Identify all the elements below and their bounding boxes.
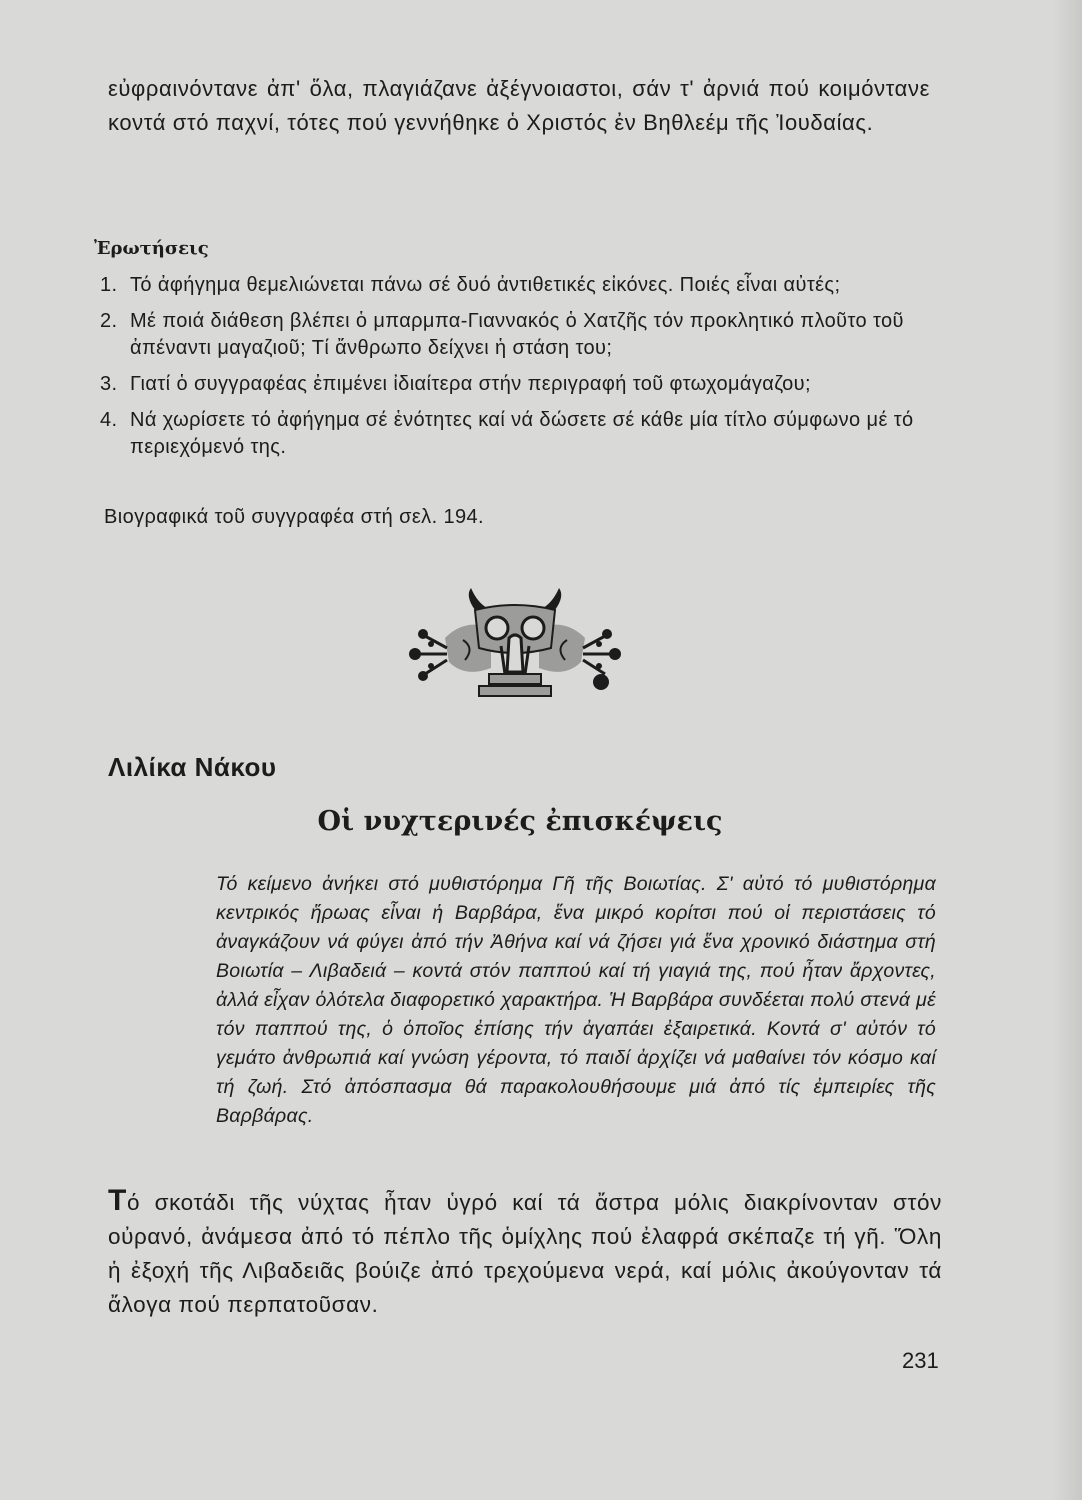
question-item (100, 371, 930, 398)
questions-list (100, 272, 930, 470)
question-number: 4. (100, 409, 118, 431)
owl-ornament-icon (405, 588, 625, 708)
questions-heading: Ἐρωτήσεις (94, 238, 209, 259)
intro-paragraph: εὐφραινόντανε ἀπ' ὅλα, πλαγιάζανε ἀξέγνοιαστοι, σάν τ' ἀρνιά πού κοιμόντανε κοντά στό παχνί, τότες πού γεννήθηκε ὁ Χριστός ἐν Βηθλεέμ τῆς Ἰουδαίας. (108, 76, 930, 135)
body-paragraph-text: ό σκοτάδι τῆς νύχτας ἦταν ὑγρό καί τά ἄστρα μόλις διακρίνονταν στόν οὐρανό, ἀνάμεσα ἀπό τό πέπλο τῆς ὁμίχλης πού ἐλαφρά σκέπαζε τή γῆ. Ὅλη ἡ ἐξοχή τῆς Λιβαδειᾶς βούιζε ἀπό τρεχούμενα νερά, καί μόλις ἀκούγονταν τά ἄλογα πού περπατοῦσαν. (108, 1190, 942, 1317)
body-paragraph (108, 1184, 942, 1322)
biography-note: Βιογραφικά τοῦ συγγραφέα στή σελ. 194. (104, 506, 485, 528)
page-number: 231 (902, 1348, 939, 1373)
drop-cap: Τ (108, 1184, 127, 1217)
question-text: Τό ἀφήγημα θεμελιώνεται πάνω σέ δυό ἀντιθετικές εἰκόνες. Ποιές εἶναι αὐτές; (130, 274, 841, 296)
work-title: Οἱ νυχτερινές ἐπισκέψεις (317, 806, 723, 837)
question-number: 3. (100, 373, 118, 395)
question-number: 1. (100, 274, 118, 296)
page-edge-shadow (1052, 0, 1082, 1500)
question-item (100, 272, 930, 299)
author-name: Λιλίκα Νάκου (108, 752, 277, 782)
question-item (100, 407, 930, 461)
question-text: Νά χωρίσετε τό ἀφήγημα σέ ἑνότητες καί νά δώσετε σέ κάθε μία τίτλο σύμφωνο μέ τό περιεχόμενό της. (130, 409, 914, 458)
text-summary: Τό κείμενο ἀνήκει στό μυθιστόρημα Γῆ τῆς Βοιωτίας. Σ' αὐτό τό μυθιστόρημα κεντρικός ἥρωας εἶναι ἡ Βαρβάρα, ἕνα μικρό κορίτσι πού οἱ περιστάσεις τό ἀναγκάζουν νά φύγει ἀπό τήν Ἀθήνα καί νά ζήσει γιά ἕνα χρονικό διάστημα στή Βοιωτία – Λιβαδειά – κοντά στόν παππού καί τή γιαγιά της, πού ἦταν ἄρχοντες, ἀλλά εἶχαν ὁλότελα διαφορετικό χαρακτήρα. Ἡ Βαρβάρα συνδέεται πολύ στενά μέ τόν παππού της, ὁ ὁποῖος ἐπίσης τήν ἀγαπάει ἐξαιρετικά. Κοντά σ' αὐτόν τό γεμάτο ἀνθρωπιά καί γνώση γέροντα, τό παιδί ἀρχίζει νά μαθαίνει τόν κόσμο καί τή ζωή. Στό ἀπόσπασμα θά παρακολουθήσουμε μιά ἀπό τίς ἐμπειρίες τῆς Βαρβάρας. (216, 873, 936, 1127)
question-item (100, 308, 930, 362)
question-number: 2. (100, 310, 118, 332)
question-text: Γιατί ὁ συγγραφέας ἐπιμένει ἰδιαίτερα στήν περιγραφή τοῦ φτωχομάγαζου; (130, 373, 811, 395)
question-text: Μέ ποιά διάθεση βλέπει ὁ μπαρμπα-Γιαννακός ὁ Χατζῆς τόν προκλητικό πλοῦτο τοῦ ἀπέναντι μαγαζιοῦ; Τί ἄνθρωπο δείχνει ἡ στάση του; (130, 310, 904, 359)
